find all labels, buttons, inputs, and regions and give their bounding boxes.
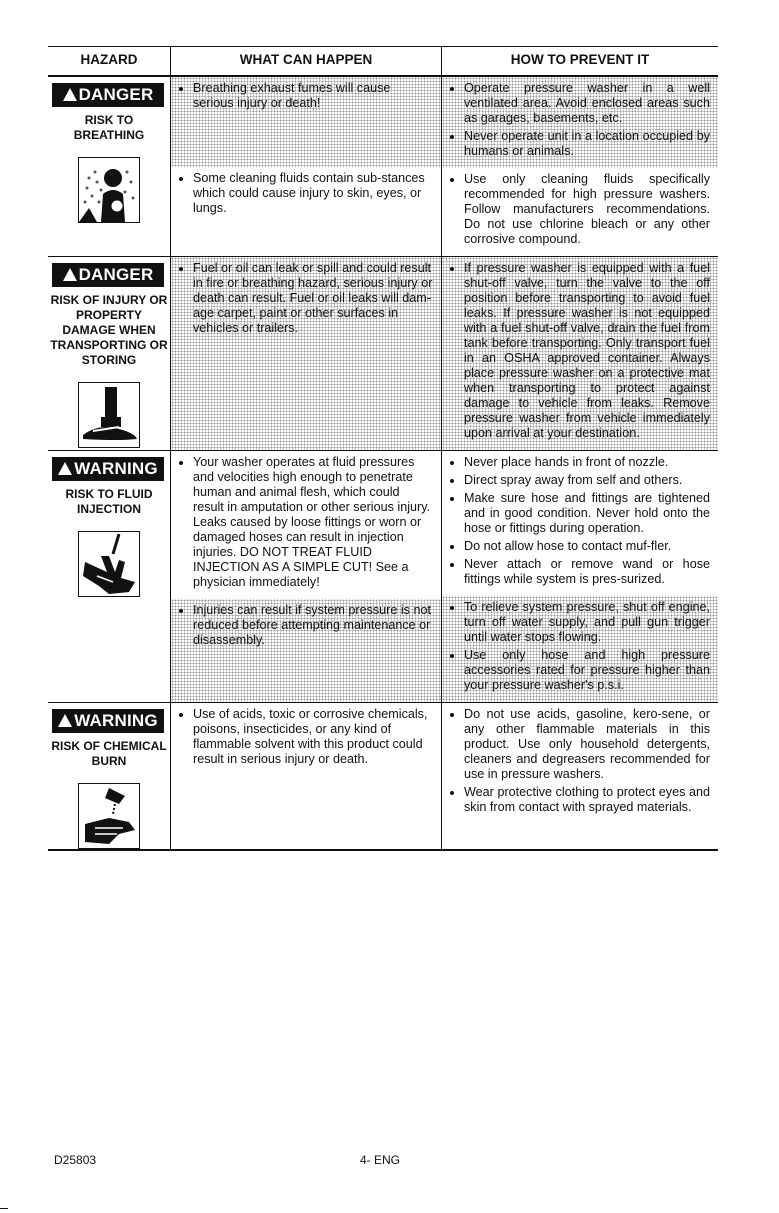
hazard-table (48, 46, 718, 851)
hazard-row (48, 451, 718, 703)
signal-word-text: DANGER (78, 265, 154, 284)
signal-word-text: WARNING (74, 711, 158, 730)
document-code: D25803 (54, 1153, 97, 1167)
how-to-prevent-cell (442, 168, 718, 256)
list-item: • Make sure hose and fittings are tightened and in good condition. Never hold onto the hose or fittings during operation. (464, 491, 710, 536)
how-to-prevent-cell (442, 451, 718, 596)
hazard-row (48, 703, 718, 851)
hazard-cell (48, 703, 170, 849)
signal-word-text: WARNING (74, 459, 158, 478)
what-can-happen-column (170, 703, 441, 849)
list-item: • Injuries can result if system pressure is not reduced before attempting maintenance or disassembly. (193, 603, 433, 648)
what-can-happen-cell (171, 167, 441, 257)
hazard-cell (48, 77, 170, 256)
header-what-can-happen: WHAT CAN HAPPEN (170, 47, 441, 75)
list-item: • Operate pressure washer in a well ventilated area. Avoid enclosed areas such as garages, basements, etc. (464, 81, 710, 126)
list-item: • Never attach or remove wand or hose fittings while system is pres-surized. (464, 557, 710, 587)
list-item: • Do not allow hose to contact muf-fler. (464, 539, 710, 554)
bullet-list (177, 455, 433, 590)
what-can-happen-cell (171, 703, 441, 849)
fuel-spill-icon (78, 382, 140, 448)
warning-triangle-icon (63, 268, 77, 281)
header-how-to-prevent: HOW TO PREVENT IT (441, 47, 718, 75)
bullet-list (448, 707, 710, 815)
list-item: • Never operate unit in a location occupied by humans or animals. (464, 129, 710, 159)
crop-mark (0, 1208, 8, 1209)
list-item: • Use only hose and high pressure accessories rated for pressure higher than your pressure washer's p.s.i. (464, 648, 710, 693)
bullet-list (177, 707, 433, 767)
signal-word-badge (52, 709, 164, 733)
hazard-rows (48, 77, 718, 851)
how-to-prevent-cell (442, 596, 718, 702)
list-item: • Your washer operates at fluid pressures and velocities high enough to penetrate human and animal flesh, which could result in amputation or other serious injury. Leaks caused by loose fittings or worn or damaged hoses can result in injection injuries. DO NOT TREAT FLUID INJECTION AS A SIMPLE CUT! See a physician immediately! (193, 455, 433, 590)
what-can-happen-cell (171, 451, 441, 599)
what-can-happen-column (170, 77, 441, 256)
list-item: • Never place hands in front of nozzle. (464, 455, 710, 470)
bullet-list (448, 261, 710, 441)
signal-word-text: DANGER (78, 85, 154, 104)
how-to-prevent-cell (442, 257, 718, 450)
list-item: • Wear protective clothing to protect eyes and skin from contact with sprayed materials. (464, 785, 710, 815)
bullet-list (177, 261, 433, 336)
bullet-list (177, 81, 433, 111)
list-item: • Some cleaning fluids contain sub-stances which could cause injury to skin, eyes, or lungs. (193, 171, 433, 216)
signal-word-badge (52, 83, 164, 107)
how-to-prevent-column (441, 703, 718, 849)
risk-label: RISK TO BREATHING (73, 113, 145, 142)
warning-triangle-icon (58, 462, 72, 475)
what-can-happen-column (170, 451, 441, 702)
hazard-cell (48, 257, 170, 450)
list-item: • Use of acids, toxic or corrosive chemicals, poisons, insecticides, or any kind of flammable solvent with this product could result in serious injury or death. (193, 707, 433, 767)
hazard-row (48, 257, 718, 451)
bullet-list (448, 81, 710, 159)
breathing-hazard-icon (78, 157, 140, 223)
header-hazard: HAZARD (80, 52, 138, 67)
list-item: • Fuel or oil can leak or spill and could result in fire or breathing hazard, serious injury or death can result. Fuel or oil leaks will dam-age carpet, paint or other surfaces in vehicles or trailers. (193, 261, 433, 336)
list-item: • Breathing exhaust fumes will cause serious injury or death! (193, 81, 433, 111)
chemical-burn-icon (78, 783, 140, 849)
risk-label: RISK TO FLUID INJECTION (65, 487, 153, 516)
warning-triangle-icon (63, 88, 77, 101)
how-to-prevent-column (441, 257, 718, 450)
what-can-happen-column (170, 257, 441, 450)
what-can-happen-cell (171, 257, 441, 450)
how-to-prevent-cell (442, 703, 718, 849)
bullet-list (448, 172, 710, 247)
list-item: • Do not use acids, gasoline, kero-sene, or any other flammable materials in this product. Use only household detergents, cleaners and degreasers recommended for use in pressure washers. (464, 707, 710, 782)
bullet-list (448, 455, 710, 587)
hazard-cell (48, 451, 170, 702)
risk-label: RISK OF INJURY OR PROPERTY DAMAGE WHEN TRANSPORTING OR STORING (50, 293, 168, 367)
hazard-row (48, 77, 718, 257)
warning-triangle-icon (58, 714, 72, 727)
signal-word-badge (52, 263, 164, 287)
list-item: • If pressure washer is equipped with a fuel shut-off valve, turn the valve to the off position before transporting to avoid fuel leaks. If pressure washer is not equipped with a fuel shut-off valve, drain the fuel from tank before transporting. Only transport fuel in an OSHA approved container. Always place pressure washer on a protective mat when transporting to protect against damage to vehicle from leaks. Remove pressure washer from vehicle immediately upon arrival at your destination. (464, 261, 710, 441)
what-can-happen-cell (171, 77, 441, 167)
fluid-injection-hand-icon (78, 531, 140, 597)
how-to-prevent-cell (442, 77, 718, 168)
how-to-prevent-column (441, 77, 718, 256)
list-item: • To relieve system pressure, shut off engine, turn off water supply, and pull gun trigger until water stops flowing. (464, 600, 710, 645)
what-can-happen-cell (171, 599, 441, 702)
page-number: 4- ENG (360, 1153, 401, 1167)
list-item: • Direct spray away from self and others. (464, 473, 710, 488)
bullet-list (177, 171, 433, 216)
signal-word-badge (52, 457, 164, 481)
risk-label: RISK OF CHEMICAL BURN (51, 739, 167, 768)
list-item: • Use only cleaning fluids specifically recommended for high pressure washers. Follow manufacturers recommendations. Do not use chlorine bleach or any other corrosive compound. (464, 172, 710, 247)
how-to-prevent-column (441, 451, 718, 702)
bullet-list (448, 600, 710, 693)
table-header (48, 46, 718, 77)
bullet-list (177, 603, 433, 648)
